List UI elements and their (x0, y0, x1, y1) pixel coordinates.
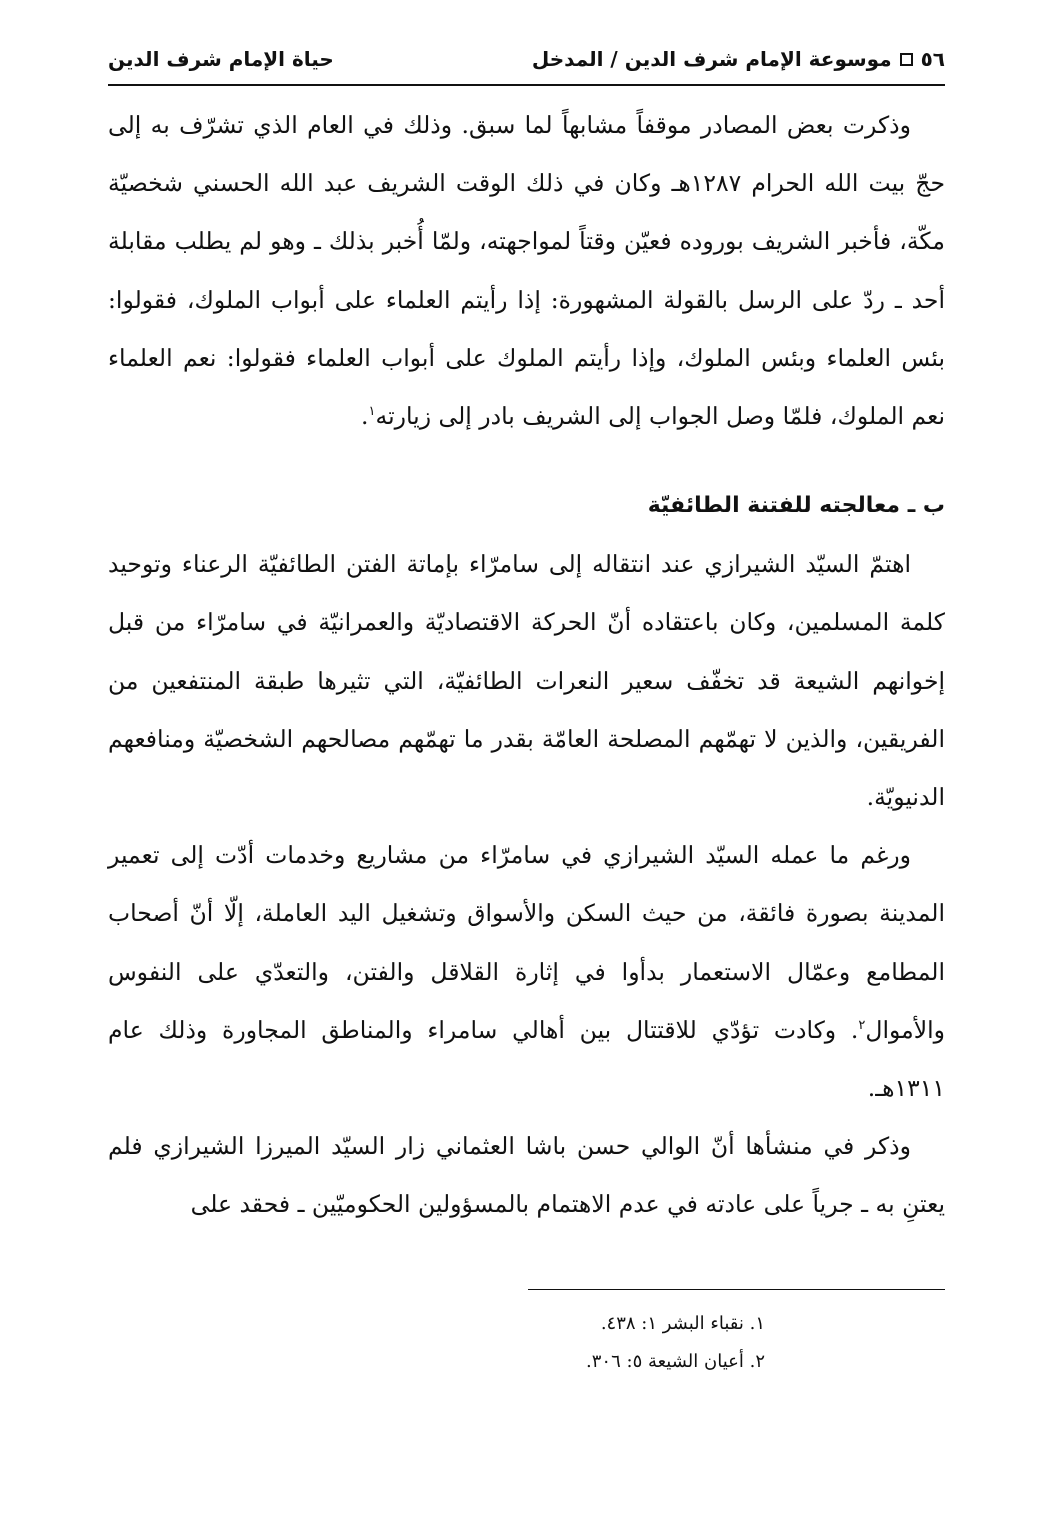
running-header (108, 34, 945, 84)
main-text (108, 96, 945, 1234)
paragraph-1: وذكرت بعض المصادر موقفاً مشابهاً لما سبق. وذلك في العام الذي تشرّف به إلى حجّ بيت الله الحرام ١٢٨٧هـ وكان في ذلك الوقت الشريف عبد الله الحسني شخصيّة مكّة، فأخبر الشريف بوروده فعيّن وقتاً لمواجهته، ولمّا أُخبر بذلك ـ وهو لم يطلب مقابلة أحد ـ ردّ على الرسل بالقولة المشهورة: إذا رأيتم العلماء على أبواب الملوك، فقولوا: بئس العلماء وبئس الملوك، وإذا رأيتم الملوك على أبواب العلماء فقولوا: نعم العلماء نعم الملوك، فلمّا وصل الجواب إلى الشريف بادر إلى زيارته$^١$. (108, 111, 945, 431)
footnotes (108, 1305, 765, 1381)
footnote-2: ٢. أعيان الشيعة ٥: ٣٠٦. (586, 1351, 765, 1372)
header-right (532, 47, 945, 71)
footnote-ref-1[interactable]: ١ (368, 404, 376, 420)
square-separator-icon (900, 53, 913, 66)
book-title: موسوعة الإمام شرف الدين / المدخل (531, 47, 892, 71)
paragraph-3: ورغم ما عمله السيّد الشيرازي في سامرّاء من مشاريع وخدمات أدّت إلى تعمير المدينة بصورة فائقة، من حيث السكن والأسواق وتشغيل اليد العاملة، إلّا أنّ أصحاب المطامع وعمّال الاستعمار بدأوا في إثارة القلاقل والفتن، والتعدّي على النفوس والأموال$^٢$. وكادت تؤدّي للاقتتال بين أهالي سامراء والمناطق المجاورة وذلك عام ١٣١١هـ. (108, 841, 945, 1103)
paragraph-4: وذكر في منشأها أنّ الوالي حسن باشا العثماني زار السيّد الميرزا الشيرازي فلم يعتنِ به ـ جرياً على عادته في عدم الاهتمام بالمسؤولين الحكوميّين ـ فحقد على (108, 1132, 945, 1219)
footnote-rule (528, 1289, 945, 1290)
chapter-title: حياة الإمام شرف الدين (108, 47, 334, 71)
footnote-1: ١. نقباء البشر ١: ٤٣٨. (600, 1313, 765, 1334)
paragraph-2: اهتمّ السيّد الشيرازي عند انتقاله إلى سامرّاء بإماتة الفتن الطائفيّة الرعناء وتوحيد كلمة المسلمين، وكان باعتقاده أنّ الحركة الاقتصاديّة والعمرانيّة في سامرّاء من قبل إخوانهم الشيعة قد تخفّف سعير النعرات الطائفيّة، التي تثيرها طبقة المنتفعين من الفريقين، والذين لا تهمّهم المصلحة العامّة بقدر ما تهمّهم مصالحهم الشخصيّة ومنافعهم الدنيويّة. (108, 550, 945, 812)
section-heading: ب ـ معالجته للفتنة الطائفيّة (647, 493, 945, 519)
footnote-ref-2[interactable]: ٢ (858, 1018, 866, 1034)
page-number: ٥٦ (920, 47, 945, 71)
header-rule (108, 84, 945, 86)
